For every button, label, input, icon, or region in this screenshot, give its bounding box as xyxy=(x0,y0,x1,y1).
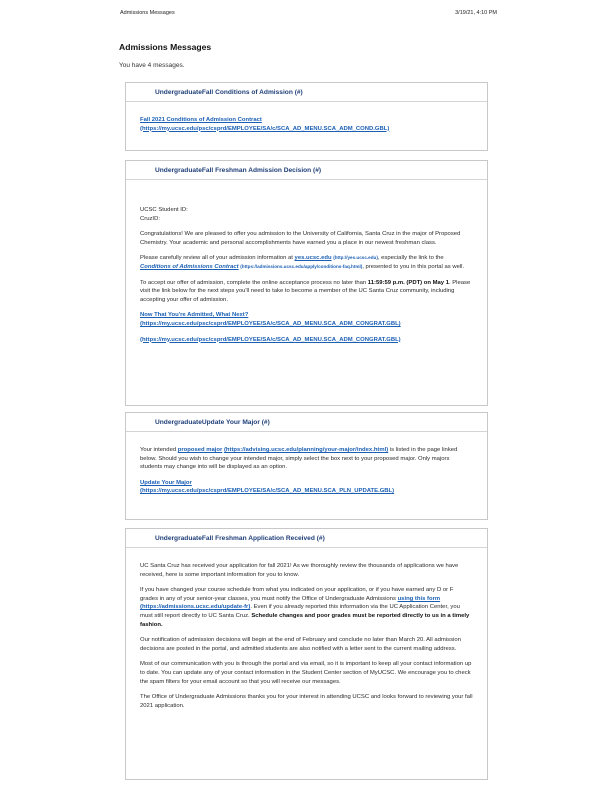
yes-ucsc-link[interactable]: yes.ucsc.edu xyxy=(294,255,332,262)
schedule-change-paragraph: If you have changed your course schedule from what you indicated on your application, or if you have earned any D or F grades in any of your senior-year classes, you must notify the Office of Undergraduate Admissions using this form (https://admissions.ucsc.edu/update-fr). Even if you already reported this information via the UC Application Center, you must still report directly to UC Santa Cruz. Schedule changes and poor grades must be reported directly to us in a timely fashion. xyxy=(140,587,470,628)
update-major-url[interactable]: (https://my.ucsc.edu/psc/csprd/EMPLOYEE/SA/c/SCA_AD_MENU.SCA_PLN_UPDATE.GBL) xyxy=(140,488,395,495)
print-header-title: Admissions Messages xyxy=(120,10,175,16)
proposed-major-url[interactable]: (https://advising.ucsc.edu/planning/your-major/index.html) xyxy=(223,447,389,453)
update-major-link[interactable]: Update Your Major xyxy=(140,479,192,486)
conditions-contract-url[interactable]: (https://my.ucsc.edu/psc/csprd/EMPLOYEE/SA/c/SCA_AD_MENU.SCA_ADM_COND.GBL) xyxy=(140,125,390,132)
cruzid-label: CruzID: xyxy=(140,215,160,222)
message-title[interactable]: UndergraduateUpdate Your Major (#) xyxy=(126,413,487,432)
thanks-paragraph: The Office of Undergraduate Admissions thanks you for your interest in attending UCSC and looks forward to reviewing your fall 2021 application. xyxy=(140,694,473,709)
message-card-conditions xyxy=(125,82,488,151)
notification-paragraph: Our notification of admission decisions will begin at the end of February and conclude no later than March 20. All admission decisions are posted in the portal, and admitted students are also notified with a letter sent to the current mailing address. xyxy=(140,637,461,652)
major-paragraph: Your intended proposed major (https://advising.ucsc.edu/planning/your-major/index.html) is listed in the page linked below. Should you wish to change your intended major, simply select the box next to your proposed major. Only majors students may change into will be displayed as an option. xyxy=(140,447,458,471)
congrat-url[interactable]: (https://my.ucsc.edu/psc/csprd/EMPLOYEE/SA/c/SCA_AD_MENU.SCA_ADM_CONGRAT.GBL) xyxy=(140,336,401,343)
what-next-url[interactable]: (https://my.ucsc.edu/psc/csprd/EMPLOYEE/SA/c/SCA_AD_MENU.SCA_ADM_CONGRAT.GBL) xyxy=(140,320,401,327)
received-paragraph: UC Santa Cruz has received your application for fall 2021! As we thoroughly review the thousands of applications we have received, here is some important information for you to know. xyxy=(140,563,459,578)
message-title[interactable]: UndergraduateFall Conditions of Admission (#) xyxy=(126,83,487,102)
message-count: You have 4 messages. xyxy=(119,62,185,69)
update-form-url[interactable]: (https://admissions.ucsc.edu/update-fr) xyxy=(140,604,251,611)
message-card-admission-decision xyxy=(125,160,488,406)
message-title[interactable]: UndergraduateFall Freshman Application Received (#) xyxy=(126,529,487,548)
conditions-faq-link[interactable]: Conditions of Admissions Contract xyxy=(140,263,239,270)
message-card-application-received xyxy=(125,528,488,780)
proposed-major-link[interactable]: proposed major xyxy=(177,447,223,453)
review-paragraph: Please carefully review all of your admission information at yes.ucsc.edu (http://yes.ucsc.edu), especially the link to the Conditions of Admissions Contract (https://admissions.ucsc.edu/apply/conditions-faq.html), presented to you in this portal as well. xyxy=(140,255,465,270)
message-title[interactable]: UndergraduateFall Freshman Admission Decision (#) xyxy=(126,161,487,180)
congrats-paragraph: Congratulations! We are pleased to offer you admission to the University of California, Santa Cruz in the major of Proposed Chemistry. Your academic and personal accomplishments have earned you a place in our newest freshman class. xyxy=(140,231,461,246)
conditions-faq-url[interactable]: (https://admissions.ucsc.edu/apply/conditions-faq.html) xyxy=(240,263,363,269)
yes-ucsc-url[interactable]: (http://yes.ucsc.edu) xyxy=(333,255,378,261)
conditions-contract-link[interactable]: Fall 2021 Conditions of Admission Contract xyxy=(140,117,262,123)
student-id-label: UCSC Student ID: xyxy=(140,207,188,213)
update-form-link[interactable]: using this form xyxy=(397,595,441,602)
page-title: Admissions Messages xyxy=(119,42,212,52)
message-card-update-major xyxy=(125,412,488,520)
accept-paragraph: To accept our offer of admission, complete the online acceptance process no later than 11:59:59 p.m. (PDT) on May 1. Please visit the link below for the next steps you'll need to take to become a member of the UC Santa Cruz community, including accepting your offer of admission. xyxy=(140,279,471,303)
communication-paragraph: Most of our communication with you is through the portal and via email, so it is important to keep all your contact information up to date. You can update any of your contact information in the Student Center section of MyUCSC. We encourage you to check the spam filters for your email account so that you will receive our messages. xyxy=(140,661,472,685)
print-header-timestamp: 3/19/21, 4:10 PM xyxy=(455,10,497,16)
what-next-link[interactable]: Now That You're Admitted, What Next? xyxy=(140,312,249,319)
